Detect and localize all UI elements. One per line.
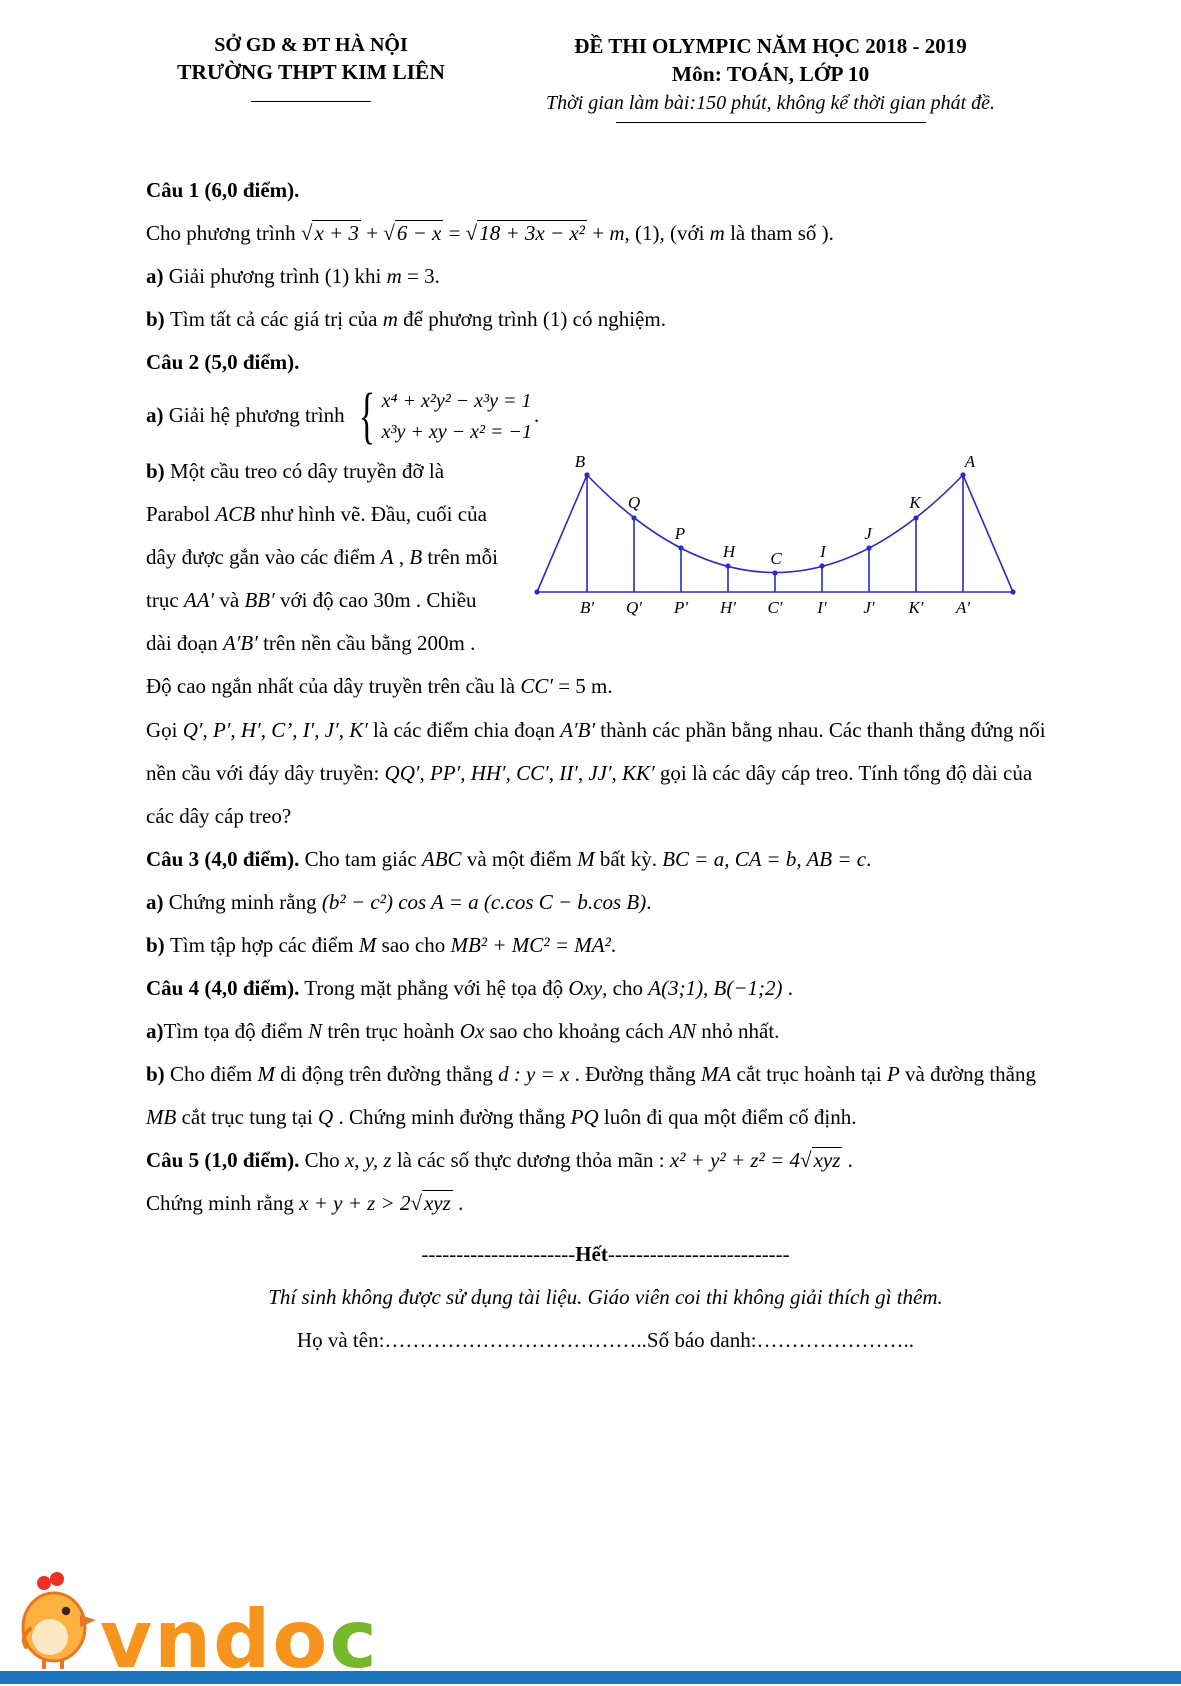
cau1-heading: Câu 1 (6,0 điểm). (146, 178, 300, 202)
cau2b-continued: Gọi Q′, P′, H′, C’, I′, J′, K′ là các điểm chia đoạn A′B′ thành các phần bằng nhau. Các thanh thẳng đứng nối nền cầu với đáy dây truyền: QQ′, PP′, HH′, CC′, II′, JJ′, KK′ gọi là các dây cáp treo. Tính tổng độ dài của các dây cáp treo? (146, 717, 1046, 828)
cau1-intro: Cho phương trình √x + 3 + √6 − x = √18 + 3x − x² + m, (1), (với m là tham số ). (146, 221, 834, 246)
cau2-part-b (146, 450, 1065, 708)
diagram-dot (960, 473, 965, 478)
cau1-part-a: a) Giải phương trình (1) khi m = 3. (146, 264, 440, 289)
cau2-heading: Câu 2 (5,0 điểm). (146, 350, 300, 375)
cau2a-text: a) Giải hệ phương trình (146, 403, 350, 428)
cau2a-period: . (534, 403, 540, 428)
document-header (146, 34, 1065, 123)
figure-label: A (964, 452, 976, 472)
figure-label: J (864, 524, 872, 544)
department-name: SỞ GD & ĐT HÀ NỘI (214, 34, 408, 56)
system-eq1: x⁴ + x²y² − x³y = 1 (381, 390, 532, 413)
candidate-name-line: Họ và tên:………………………………..Số báo danh:………………….. (296, 1328, 915, 1353)
cau2-part-a (146, 384, 1065, 450)
header-right-rule (616, 122, 926, 123)
cau4-heading: Câu 4 (4,0 điểm). Trong mặt phẳng với hệ tọa độ Oxy, cho A(3;1), B(−1;2) . (146, 975, 794, 1000)
figure-label: I′ (817, 598, 827, 618)
figure-label: K (909, 493, 921, 513)
figure-label: B (574, 452, 586, 472)
exam-subject: Môn: TOÁN, LỚP 10 (671, 62, 870, 86)
cau1-part-b: b) Tìm tất cả các giá trị của m để phương trình (1) có nghiệm. (146, 307, 666, 332)
bridge-diagram (517, 452, 1065, 627)
cau4-part-b: b) Cho điểm M di động trên đường thẳng d : y = x . Đường thẳng MA cắt trục hoành tại P và đường thẳng MB cắt trục tung tại Q . Chứng minh đường thẳng PQ luôn đi qua một điểm cố định. (146, 1061, 1036, 1129)
system-brace: { (358, 382, 375, 451)
figure-label: P′ (673, 598, 689, 618)
end-divider: ----------------------Hết-------------------------- (421, 1242, 790, 1267)
diagram-dot (866, 546, 871, 551)
diagram-dot (584, 473, 589, 478)
system-equations (382, 386, 532, 448)
exam-block (476, 34, 1065, 123)
diagram-dot (913, 516, 918, 521)
cau3-part-a: a) Chứng minh rằng (b² − c²) cos A = a (c.cos C − b.cos B). (146, 889, 652, 914)
header-left-rule (251, 101, 371, 102)
figure-label: H (722, 542, 736, 562)
exam-title: ĐỀ THI OLYMPIC NĂM HỌC 2018 - 2019 (574, 34, 967, 58)
diagram-dot (819, 564, 824, 569)
figure-label: Q (627, 493, 641, 513)
cau3-heading: Câu 3 (4,0 điểm). Cho tam giác ABC và một điểm M bất kỳ. BC = a, CA = b, AB = c. (146, 846, 872, 871)
system-eq2: x³y + xy − x² = −1 (381, 421, 533, 444)
cau4-part-a: a)Tìm tọa độ điểm N trên trục hoành Ox sao cho khoảng cách AN nhỏ nhất. (146, 1018, 780, 1043)
diagram-dot (631, 516, 636, 521)
logo-wordmark (100, 1593, 379, 1686)
school-block (146, 34, 476, 123)
equation-system (352, 382, 533, 451)
figure-label: C′ (767, 598, 783, 618)
figure-label: J′ (863, 598, 875, 618)
figure-label: P (674, 524, 686, 544)
diagram-dot (1010, 590, 1015, 595)
vndoc-logo (14, 1569, 379, 1686)
exam-note: Thí sinh không được sử dụng tài liệu. Giáo viên coi thi không giải thích gì thêm. (268, 1285, 943, 1310)
figure-label: Q′ (626, 598, 642, 618)
diagram-dot (678, 546, 683, 551)
figure-label: I (820, 542, 826, 562)
exam-duration: Thời gian làm bài:150 phút, không kể thời gian phát đề. (545, 92, 996, 114)
chick-mascot-icon (14, 1569, 100, 1674)
diagram-dot (725, 564, 730, 569)
school-name: TRƯỜNG THPT KIM LIÊN (177, 60, 445, 84)
figure-label: A′ (955, 598, 971, 618)
exam-body (146, 169, 1065, 1362)
cau2b-text: b) Một cầu treo có dây truyền đỡ là Parabol ACB như hình vẽ. Đầu, cuối của dây được gắn vào các điểm A , B trên mỗi trục AA′ và BB′ với độ cao 30m . Chiều dài đoạn A′B′ trên nền cầu bằng 200m . Độ cao ngắn nhất của dây truyền trên cầu là CC′ = 5 m. (146, 459, 613, 699)
logo-text-accent: c (329, 1593, 379, 1686)
diagram-dot (534, 590, 539, 595)
figure-label: H′ (720, 598, 736, 618)
bridge-figure (517, 452, 1065, 642)
cau5-heading: Câu 5 (1,0 điểm). Cho x, y, z là các số thực dương thỏa mãn : x² + y² + z² = 4√xyz . (146, 1147, 853, 1172)
cau3-part-b: b) Tìm tập hợp các điểm M sao cho MB² + MC² = MA². (146, 932, 617, 957)
cau5-continued: Chứng minh rằng x + y + z > 2√xyz . (146, 1191, 464, 1216)
right-anchor-line (963, 475, 1013, 592)
logo-text-main: vndo (100, 1593, 330, 1686)
left-anchor-line (537, 475, 587, 592)
diagram-dot (772, 571, 777, 576)
figure-label: C (770, 549, 782, 569)
figure-label: K′ (908, 598, 924, 618)
figure-label: B′ (579, 598, 595, 618)
